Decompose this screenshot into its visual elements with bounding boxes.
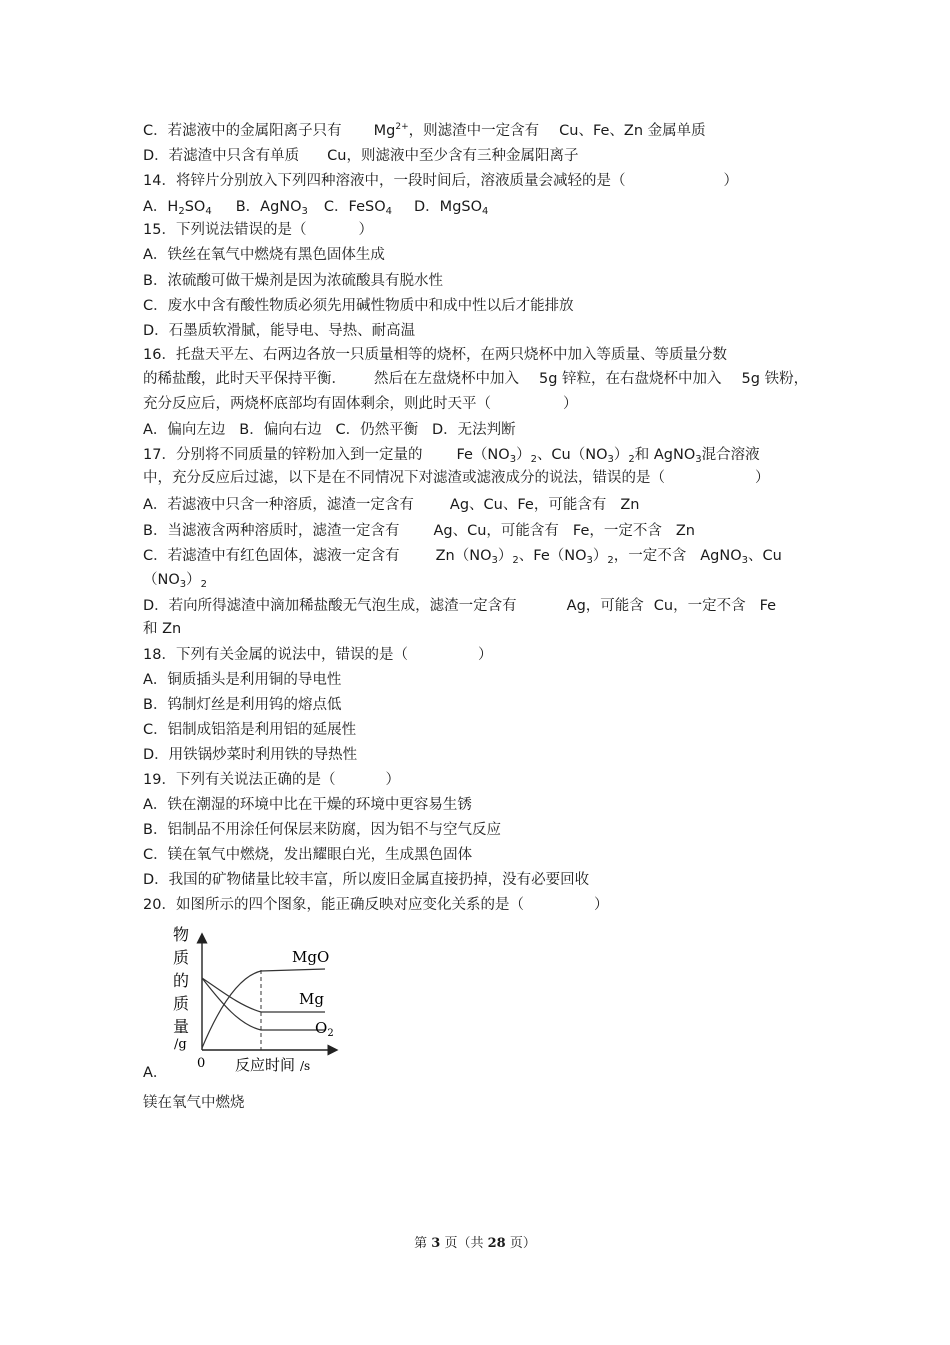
question-18-option-a: A．铜质插头是利用铜的导电性 — [143, 672, 342, 688]
question-19: 19．下列有关说法正确的是（ ） — [143, 772, 400, 788]
q20-option-a-graph — [165, 920, 345, 1080]
y-label-char-4: 质 — [173, 994, 190, 1013]
o2-label: $O_2$ — [315, 1019, 334, 1039]
q20-option-a-label: A． — [143, 1065, 168, 1081]
question-14-options: A．$H_2SO_4$ B．AgNO$_3$ C．FeSO$_4$ D．MgSO$_4$ — [143, 199, 489, 217]
question-17-option-c: C．若滤渣中有红色固体，滤液一定含有 $Zn(NO_3)_2$、$Fe(NO_3)_2$，一定不含 AgNO$_3$、Cu — [143, 548, 782, 566]
q13-option-c: C．若滤液中的金属阳离子只有 $Mg^{2+}$，则滤渣中一定含有 Cu、Fe、Zn 金属单质 — [143, 122, 706, 139]
y-label-char-5: 量 — [173, 1017, 190, 1036]
question-18: 18．下列有关金属的说法中，错误的是（ ） — [143, 647, 493, 663]
y-label-char-2: 质 — [173, 948, 190, 967]
question-19-option-d: D．我国的矿物储量比较丰富，所以废旧金属直接扔掉，没有必要回收 — [143, 872, 590, 888]
question-17-option-b: B．当滤液含两种溶质时，滤渣一定含有 Ag、Cu，可能含有 Fe，一定不含 Zn — [143, 523, 695, 539]
question-17-line-1: 17．分别将不同质量的锌粉加入到一定量的 $Fe(NO_3)_2$、$Cu(NO_3)_2$和 AgNO$_3$混合溶液 — [143, 447, 760, 465]
question-17-line-2: 中，充分反应后过滤，以下是在不同情况下对滤渣或滤液成分的说法，错误的是（ ） — [143, 470, 770, 486]
page-footer: 第 3 页（共 28 页） — [414, 1236, 536, 1251]
question-17-option-d-cont: 和 Zn — [143, 621, 182, 637]
x-unit: /s — [300, 1059, 311, 1073]
question-17-option-d: D．若向所得滤渣中滴加稀盐酸无气泡生成，滤渣一定含有 Ag，可能含 Cu，一定不含 Fe — [143, 598, 777, 614]
mgo-curve — [202, 969, 325, 1048]
q20-option-a-caption: 镁在氧气中燃烧 — [143, 1095, 245, 1111]
current-page-number: 3 — [431, 1236, 441, 1251]
question-14: 14．将锌片分别放入下列四种溶液中，一段时间后，溶液质量会减轻的是（ ） — [143, 173, 738, 189]
question-18-option-d: D．用铁锅炒菜时利用铁的导热性 — [143, 747, 358, 763]
question-19-option-a: A．铁在潮湿的环境中比在干燥的环境中更容易生锈 — [143, 797, 472, 813]
question-18-option-c: C．铝制成铝箔是利用铝的延展性 — [143, 722, 357, 738]
question-16-options: A．偏向左边 B．偏向右边 C．仍然平衡 D．无法判断 — [143, 422, 516, 438]
y-unit: /g — [174, 1037, 187, 1052]
question-16-line-2: 的稀盐酸，此时天平保持平衡． 然后在左盘烧杯中加入 5g 锌粒，在右盘烧杯中加入 5g 铁粉， — [143, 371, 809, 387]
question-15-option-a: A．铁丝在氧气中燃烧有黑色固体生成 — [143, 247, 385, 263]
question-17-option-a: A．若滤液中只含一种溶质，滤渣一定含有 Ag、Cu、Fe，可能含有 Zn — [143, 497, 640, 513]
question-20: 20．如图所示的四个图象，能正确反映对应变化关系的是（ ） — [143, 897, 609, 913]
mgo-label: MgO — [292, 948, 330, 966]
q13-option-d: D．若滤渣中只含有单质 Cu，则滤液中至少含有三种金属阳离子 — [143, 148, 579, 164]
total-pages: 28 — [487, 1236, 506, 1251]
question-15-option-b: B．浓硫酸可做干燥剂是因为浓硫酸具有脱水性 — [143, 273, 443, 289]
question-17-option-c-cont: $(NO_3)_2$ — [143, 572, 208, 590]
question-19-option-c: C．镁在氧气中燃烧，发出耀眼白光，生成黑色固体 — [143, 847, 473, 863]
y-label-char-3: 的 — [173, 971, 190, 990]
y-label-char-1: 物 — [173, 925, 190, 944]
question-16-line-1: 16．托盘天平左、右两边各放一只质量相等的烧杯，在两只烧杯中加入等质量、等质量分数 — [143, 347, 727, 363]
question-15-option-c: C．废水中含有酸性物质必须先用碱性物质中和成中性以后才能排放 — [143, 298, 574, 314]
question-18-option-b: B．钨制灯丝是利用钨的熔点低 — [143, 697, 342, 713]
question-16-line-3: 充分反应后，两烧杯底部均有固体剩余，则此时天平（ ） — [143, 396, 578, 412]
mg-label: Mg — [299, 990, 324, 1008]
question-15: 15．下列说法错误的是（ ） — [143, 222, 373, 238]
x-label: 反应时间 — [235, 1056, 296, 1074]
origin-label: 0 — [197, 1056, 206, 1071]
question-15-option-d: D．石墨质软滑腻，能导电、导热、耐高温 — [143, 323, 416, 339]
question-19-option-b: B．铝制品不用涂任何保层来防腐，因为铝不与空气反应 — [143, 822, 501, 838]
